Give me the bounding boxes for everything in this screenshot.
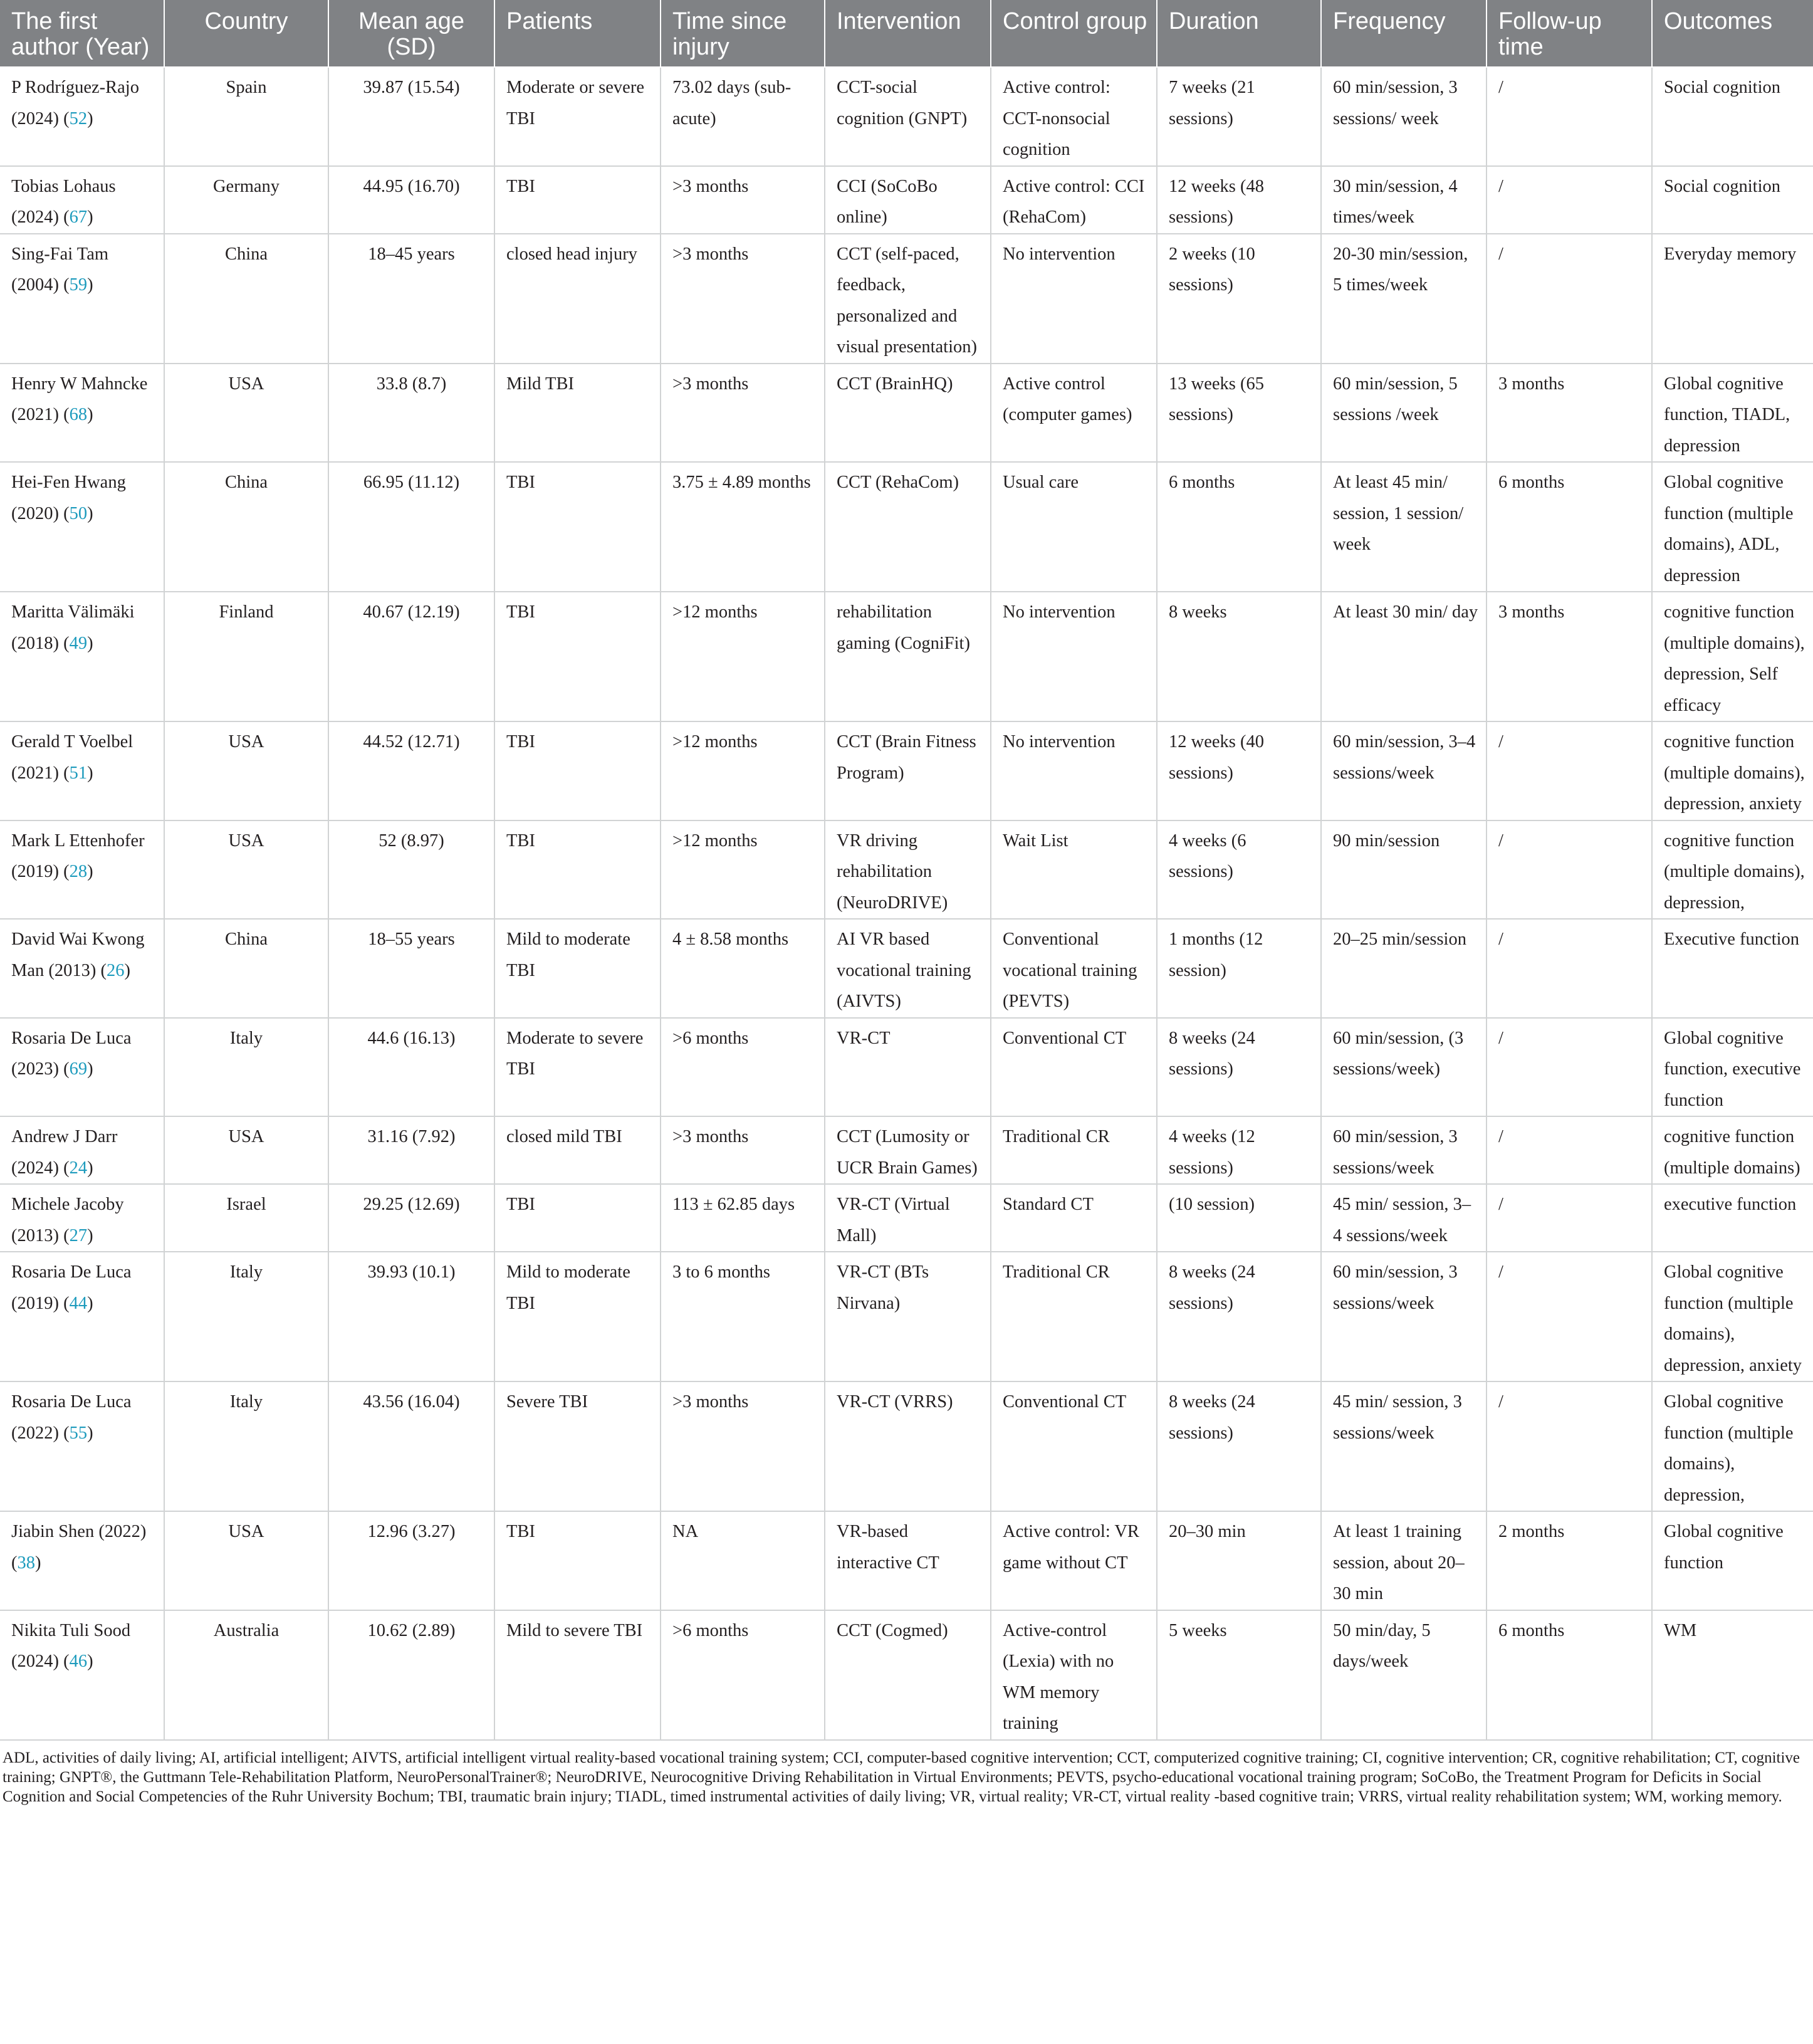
cell-frequency: 60 min/session, 3–4 sessions/week [1321,721,1486,820]
cell-author: Hei-Fen Hwang (2020) (50) [0,462,164,592]
cell-outcomes: Social cognition [1652,166,1813,234]
cell-intervention: CCT (self-paced, feedback, personalized and visual presentation) [825,234,991,364]
cell-author: Rosaria De Luca (2019) (44) [0,1252,164,1381]
cell-patients: closed mild TBI [494,1116,661,1184]
cell-mean-age: 39.93 (10.1) [328,1252,494,1381]
cell-duration: 8 weeks (24 sessions) [1157,1018,1321,1117]
cell-outcomes: Global cognitive function, executive function [1652,1018,1813,1117]
cell-patients: TBI [494,462,661,592]
cell-intervention: VR-CT (Virtual Mall) [825,1184,991,1252]
author-name: Mark L Ettenhofer (2019) [11,831,145,881]
column-header-country: Country [164,0,328,67]
cell-control-group: No intervention [991,592,1157,721]
table-body [0,67,1813,1740]
cell-follow-up: 3 months [1486,592,1652,721]
cell-frequency: 60 min/session, 3 sessions/week [1321,1252,1486,1381]
cell-time-since-injury: >3 months [661,234,825,364]
cell-follow-up: 2 months [1486,1511,1652,1610]
cell-patients: Severe TBI [494,1381,661,1511]
cell-control-group: Usual care [991,462,1157,592]
cell-country: Australia [164,1610,328,1740]
cell-country: China [164,462,328,592]
cell-frequency: 20–25 min/session [1321,919,1486,1018]
author-name: Jiabin Shen (2022) [11,1522,147,1541]
table-row [0,364,1813,463]
column-header-patients: Patients [494,0,661,67]
cell-patients: TBI [494,721,661,820]
cell-country: USA [164,820,328,920]
cell-country: China [164,234,328,364]
cell-author: Mark L Ettenhofer (2019) (28) [0,820,164,920]
author-name: Michele Jacoby (2013) [11,1195,124,1245]
cell-duration: 4 weeks (6 sessions) [1157,820,1321,920]
reference-link[interactable]: 67 [69,207,88,227]
table-footnote: ADL, activities of daily living; AI, artificial intelligent; AIVTS, artificial intelligent virtual reality-based vocational training system; CCI, computer-based cognitive intervention; CCT, computerized cognitive training; CI, cognitive intervention; CR, cognitive rehabilitation; CT, cognitive training; GNPT®, the Guttmann Tele-Rehabilitation Platform, NeuroPersonalTrainer®; NeuroDRIVE, Neurocognitive Driving Rehabilitation in Virtual Environments; PEVTS, psycho-educational vocational training program; SoCoBo, the Treatment Program for Deficits in Social Cognition and Social Competencies of the Ruhr University Bochum; TBI, traumatic brain injury; TIADL, timed instrumental activities of daily living; VR, virtual reality; VR-CT, virtual reality -based cognitive train; VRRS, virtual reality rehabilitation system; WM, working memory. [3,1749,1800,1805]
cell-mean-age: 44.95 (16.70) [328,166,494,234]
table-row [0,1610,1813,1740]
column-header-time-since-injury: Time since injury [661,0,825,67]
cell-frequency: 30 min/session, 4 times/week [1321,166,1486,234]
cell-time-since-injury: >3 months [661,1381,825,1511]
column-header-author: The first author (Year) [0,0,164,67]
cell-intervention: VR driving rehabilitation (NeuroDRIVE) [825,820,991,920]
cell-follow-up: / [1486,1116,1652,1184]
cell-duration: 20–30 min [1157,1511,1321,1610]
cell-intervention: CCI (SoCoBo online) [825,166,991,234]
column-header-duration: Duration [1157,0,1321,67]
cell-duration: 6 months [1157,462,1321,592]
cell-time-since-injury: 4 ± 8.58 months [661,919,825,1018]
cell-patients: TBI [494,820,661,920]
cell-duration: 12 weeks (48 sessions) [1157,166,1321,234]
table-row [0,721,1813,820]
cell-frequency: 60 min/session, 5 sessions /week [1321,364,1486,463]
author-name: Rosaria De Luca (2019) [11,1262,132,1313]
cell-outcomes: Global cognitive function, TIADL, depression [1652,364,1813,463]
cell-mean-age: 18–45 years [328,234,494,364]
cell-intervention: CCT (BrainHQ) [825,364,991,463]
cell-author: Rosaria De Luca (2023) (69) [0,1018,164,1117]
author-name: Hei-Fen Hwang (2020) [11,473,126,523]
cell-country: USA [164,364,328,463]
author-name: Rosaria De Luca (2022) [11,1392,132,1443]
table-row [0,592,1813,721]
cell-duration: 1 months (12 session) [1157,919,1321,1018]
cell-control-group: Active control: CCI (RehaCom) [991,166,1157,234]
cell-outcomes: Executive function [1652,919,1813,1018]
table-row [0,1116,1813,1184]
cell-control-group: Active control (computer games) [991,364,1157,463]
cell-time-since-injury: >3 months [661,166,825,234]
cell-patients: TBI [494,1511,661,1610]
reference-link[interactable]: 27 [69,1225,88,1245]
cell-country: USA [164,1511,328,1610]
cell-outcomes: Social cognition [1652,67,1813,166]
cell-author: Sing-Fai Tam (2004) (59) [0,234,164,364]
cell-author: David Wai Kwong Man (2013) (26) [0,919,164,1018]
cell-patients: TBI [494,166,661,234]
author-name: Gerald T Voelbel (2021) [11,732,133,783]
table-row [0,67,1813,166]
cell-outcomes: Global cognitive function (multiple domains), depression, anxiety [1652,1252,1813,1381]
cell-intervention: CCT (RehaCom) [825,462,991,592]
author-name: Henry W Mahncke (2021) [11,374,148,424]
cell-author: Jiabin Shen (2022) (38) [0,1511,164,1610]
cell-time-since-injury: 113 ± 62.85 days [661,1184,825,1252]
cell-mean-age: 12.96 (3.27) [328,1511,494,1610]
cell-patients: Mild to moderate TBI [494,1252,661,1381]
reference-link[interactable]: 46 [69,1652,88,1671]
cell-mean-age: 33.8 (8.7) [328,364,494,463]
cell-intervention: VR-based interactive CT [825,1511,991,1610]
cell-intervention: AI VR based vocational training (AIVTS) [825,919,991,1018]
cell-mean-age: 52 (8.97) [328,820,494,920]
cell-author: P Rodríguez-Rajo (2024) (52) [0,67,164,166]
cell-patients: Moderate to severe TBI [494,1018,661,1117]
reference-link[interactable]: 28 [69,862,88,881]
cell-control-group: Conventional CT [991,1018,1157,1117]
cell-control-group: No intervention [991,721,1157,820]
cell-time-since-injury: >3 months [661,1116,825,1184]
cell-country: Israel [164,1184,328,1252]
cell-frequency: 60 min/session, (3 sessions/week) [1321,1018,1486,1117]
table-row [0,234,1813,364]
cell-control-group: Wait List [991,820,1157,920]
cell-follow-up: / [1486,67,1652,166]
reference-link[interactable]: 68 [69,405,88,424]
cell-time-since-injury: >12 months [661,592,825,721]
cell-duration: 7 weeks (21 sessions) [1157,67,1321,166]
column-header-outcomes: Outcomes [1652,0,1813,67]
cell-author: Maritta Välimäki (2018) (49) [0,592,164,721]
cell-outcomes: Global cognitive function [1652,1511,1813,1610]
reference-link[interactable]: 44 [69,1293,88,1313]
cell-mean-age: 39.87 (15.54) [328,67,494,166]
cell-country: Italy [164,1018,328,1117]
cell-patients: Mild TBI [494,364,661,463]
cell-frequency: 90 min/session [1321,820,1486,920]
table-row [0,820,1813,920]
cell-follow-up: / [1486,1252,1652,1381]
cell-follow-up: / [1486,166,1652,234]
cell-control-group: No intervention [991,234,1157,364]
cell-follow-up: / [1486,234,1652,364]
cell-follow-up: 3 months [1486,364,1652,463]
cell-follow-up: / [1486,1018,1652,1117]
cell-mean-age: 31.16 (7.92) [328,1116,494,1184]
cell-frequency: At least 45 min/ session, 1 session/ week [1321,462,1486,592]
cell-frequency: 20-30 min/session, 5 times/week [1321,234,1486,364]
cell-control-group: Active control: VR game without CT [991,1511,1157,1610]
reference-link[interactable]: 69 [69,1059,88,1079]
cell-frequency: 60 min/session, 3 sessions/ week [1321,67,1486,166]
cell-patients: Mild to severe TBI [494,1610,661,1740]
cell-intervention: VR-CT (VRRS) [825,1381,991,1511]
cell-patients: TBI [494,592,661,721]
cell-author: Rosaria De Luca (2022) (55) [0,1381,164,1511]
cell-duration: 5 weeks [1157,1610,1321,1740]
table-row [0,166,1813,234]
cell-author: Tobias Lohaus (2024) (67) [0,166,164,234]
cell-outcomes: cognitive function (multiple domains) [1652,1116,1813,1184]
cell-follow-up: 6 months [1486,1610,1652,1740]
cell-mean-age: 29.25 (12.69) [328,1184,494,1252]
cell-country: Italy [164,1381,328,1511]
cell-follow-up: / [1486,1381,1652,1511]
cell-control-group: Conventional CT [991,1381,1157,1511]
cell-time-since-injury: 3.75 ± 4.89 months [661,462,825,592]
cell-duration: 12 weeks (40 sessions) [1157,721,1321,820]
cell-author: Nikita Tuli Sood (2024) (46) [0,1610,164,1740]
reference-link[interactable]: 49 [69,633,88,653]
cell-follow-up: / [1486,721,1652,820]
cell-country: USA [164,721,328,820]
reference-link[interactable]: 24 [69,1158,88,1178]
cell-patients: closed head injury [494,234,661,364]
cell-duration: 13 weeks (65 sessions) [1157,364,1321,463]
column-header-follow-up: Follow-up time [1486,0,1652,67]
reference-link[interactable]: 26 [106,960,125,980]
reference-link[interactable]: 51 [69,763,88,783]
author-name: P Rodríguez-Rajo (2024) [11,78,139,128]
cell-mean-age: 66.95 (11.12) [328,462,494,592]
cell-control-group: Standard CT [991,1184,1157,1252]
cell-frequency: At least 1 training session, about 20–30 min [1321,1511,1486,1610]
cell-follow-up: / [1486,820,1652,920]
cell-outcomes: executive function [1652,1184,1813,1252]
cell-patients: TBI [494,1184,661,1252]
cell-author: Henry W Mahncke (2021) (68) [0,364,164,463]
cell-control-group: Traditional CR [991,1252,1157,1381]
cell-time-since-injury: >12 months [661,721,825,820]
cell-author: Gerald T Voelbel (2021) (51) [0,721,164,820]
author-name: Maritta Välimäki (2018) [11,602,135,653]
cell-control-group: Active-control (Lexia) with no WM memory training [991,1610,1157,1740]
cell-frequency: 45 min/ session, 3 sessions/week [1321,1381,1486,1511]
cell-mean-age: 44.6 (16.13) [328,1018,494,1117]
cell-duration: 8 weeks (24 sessions) [1157,1252,1321,1381]
cell-mean-age: 40.67 (12.19) [328,592,494,721]
cell-mean-age: 43.56 (16.04) [328,1381,494,1511]
cell-duration: 4 weeks (12 sessions) [1157,1116,1321,1184]
table-row [0,462,1813,592]
cell-mean-age: 44.52 (12.71) [328,721,494,820]
cell-frequency: 50 min/day, 5 days/week [1321,1610,1486,1740]
author-name: David Wai Kwong Man (2013) [11,930,145,980]
column-header-frequency: Frequency [1321,0,1486,67]
cell-patients: Moderate or severe TBI [494,67,661,166]
cell-intervention: VR-CT [825,1018,991,1117]
cell-intervention: CCT (Cogmed) [825,1610,991,1740]
cell-country: Finland [164,592,328,721]
author-name: Rosaria De Luca (2023) [11,1028,132,1079]
cell-duration: (10 session) [1157,1184,1321,1252]
cell-author: Andrew J Darr (2024) (24) [0,1116,164,1184]
cell-country: Spain [164,67,328,166]
cell-mean-age: 18–55 years [328,919,494,1018]
cell-author: Michele Jacoby (2013) (27) [0,1184,164,1252]
cell-outcomes: Everyday memory [1652,234,1813,364]
reference-link[interactable]: 59 [69,275,88,295]
cell-time-since-injury: 73.02 days (sub-acute) [661,67,825,166]
cell-country: Germany [164,166,328,234]
cell-patients: Mild to moderate TBI [494,919,661,1018]
cell-intervention: CCT-social cognition (GNPT) [825,67,991,166]
cell-duration: 8 weeks [1157,592,1321,721]
cell-frequency: 60 min/session, 3 sessions/week [1321,1116,1486,1184]
table-row [0,1184,1813,1252]
cell-control-group: Conventional vocational training (PEVTS) [991,919,1157,1018]
cell-intervention: CCT (Lumosity or UCR Brain Games) [825,1116,991,1184]
table-row [0,1252,1813,1381]
cell-outcomes: cognitive function (multiple domains), depression, [1652,820,1813,920]
reference-link[interactable]: 52 [69,108,88,128]
cell-time-since-injury: NA [661,1511,825,1610]
table-row [0,919,1813,1018]
column-header-mean-age: Mean age (SD) [328,0,494,67]
cell-outcomes: Global cognitive function (multiple domains), depression, [1652,1381,1813,1511]
cell-duration: 2 weeks (10 sessions) [1157,234,1321,364]
cell-frequency: 45 min/ session, 3–4 sessions/week [1321,1184,1486,1252]
cell-country: USA [164,1116,328,1184]
cell-outcomes: WM [1652,1610,1813,1740]
cell-time-since-injury: >6 months [661,1610,825,1740]
cell-time-since-injury: >12 months [661,820,825,920]
cell-time-since-injury: 3 to 6 months [661,1252,825,1381]
cell-control-group: Traditional CR [991,1116,1157,1184]
reference-link[interactable]: 50 [69,503,88,523]
cell-intervention: VR-CT (BTs Nirvana) [825,1252,991,1381]
cell-time-since-injury: >3 months [661,364,825,463]
table-row [0,1381,1813,1511]
cell-control-group: Active control: CCT-nonsocial cognition [991,67,1157,166]
cell-follow-up: / [1486,919,1652,1018]
table-header-row [0,0,1813,67]
cell-frequency: At least 30 min/ day [1321,592,1486,721]
author-name: Sing-Fai Tam (2004) [11,244,109,295]
cell-follow-up: / [1486,1184,1652,1252]
column-header-intervention: Intervention [825,0,991,67]
reference-link[interactable]: 55 [69,1423,88,1443]
cell-intervention: CCT (Brain Fitness Program) [825,721,991,820]
cell-outcomes: Global cognitive function (multiple domains), ADL, depression [1652,462,1813,592]
cell-country: China [164,919,328,1018]
cell-time-since-injury: >6 months [661,1018,825,1117]
cell-outcomes: cognitive function (multiple domains), depression, anxiety [1652,721,1813,820]
table-row [0,1018,1813,1117]
author-name: Andrew J Darr (2024) [11,1127,118,1178]
cell-follow-up: 6 months [1486,462,1652,592]
cell-outcomes: cognitive function (multiple domains), depression, Self efficacy [1652,592,1813,721]
cell-country: Italy [164,1252,328,1381]
cell-mean-age: 10.62 (2.89) [328,1610,494,1740]
table-row [0,1511,1813,1610]
author-name: Tobias Lohaus (2024) [11,176,116,227]
reference-link[interactable]: 38 [17,1553,35,1573]
author-name: Nikita Tuli Sood (2024) [11,1620,131,1671]
column-header-control-group: Control group [991,0,1157,67]
cell-intervention: rehabilitation gaming (CogniFit) [825,592,991,721]
cell-duration: 8 weeks (24 sessions) [1157,1381,1321,1511]
